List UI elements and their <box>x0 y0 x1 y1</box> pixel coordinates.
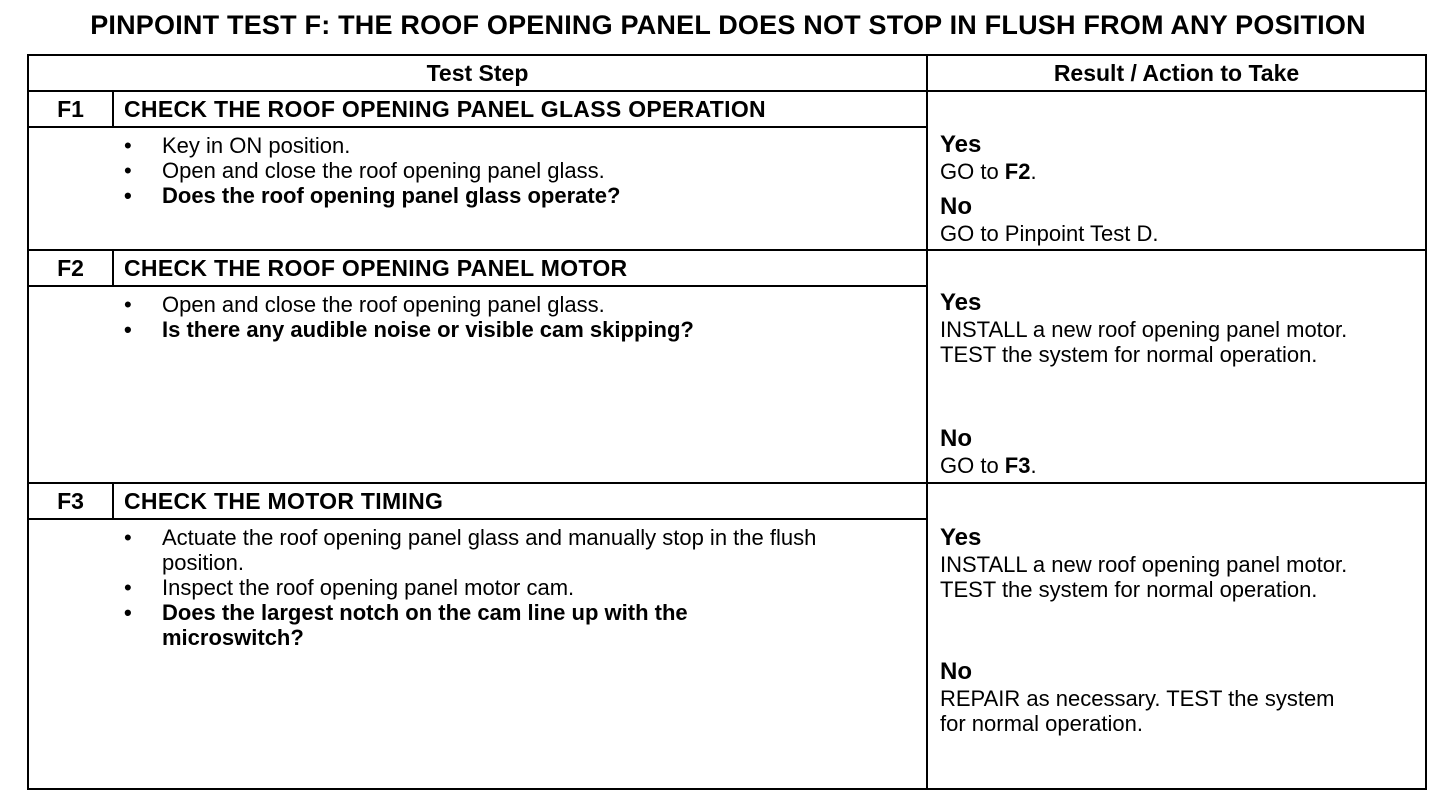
step-question: • Does the roof opening panel glass operate? <box>124 183 621 208</box>
step-question: • Is there any audible noise or visible cam skipping? <box>124 317 694 342</box>
step-id: F1 <box>57 96 84 122</box>
step-id: F2 <box>57 255 84 281</box>
no-action: for normal operation. <box>940 711 1143 736</box>
yes-action: TEST the system for normal operation. <box>940 342 1318 367</box>
step-result <box>940 658 1420 736</box>
result-action-header: Result / Action to Take <box>1053 60 1300 86</box>
bullet-icon: • <box>124 317 132 342</box>
list-item: • Key in ON position. <box>124 133 351 158</box>
bullet-icon: • <box>124 183 132 208</box>
yes-action: TEST the system for normal operation. <box>940 577 1318 602</box>
step-link: F2 <box>1004 159 1031 184</box>
f1-id-divider <box>112 90 114 126</box>
no-label: No <box>940 193 972 220</box>
step-instructions <box>124 292 904 342</box>
f3-title-divider <box>29 518 926 520</box>
f3-id-divider <box>112 482 114 518</box>
step-result <box>940 425 1420 478</box>
no-label: No <box>940 658 972 685</box>
test-step-header: Test Step <box>426 60 529 86</box>
step-title: CHECK THE ROOF OPENING PANEL GLASS OPERATION <box>124 96 766 122</box>
step-instructions <box>124 133 904 208</box>
yes-action: INSTALL a new roof opening panel motor. <box>940 552 1348 577</box>
step-instructions <box>124 525 904 650</box>
step-question: • Does the largest notch on the cam line up with the microswitch? <box>124 600 688 650</box>
yes-label: Yes <box>940 131 982 158</box>
no-label: No <box>940 425 972 452</box>
yes-label: Yes <box>940 289 982 316</box>
f2-row-divider <box>29 482 1425 484</box>
column-divider <box>926 56 928 790</box>
bullet-icon: • <box>124 158 132 183</box>
yes-action: INSTALL a new roof opening panel motor. <box>940 317 1348 342</box>
header-divider <box>29 90 1425 92</box>
list-item: • Open and close the roof opening panel glass. <box>124 158 605 183</box>
step-id: F3 <box>57 488 84 514</box>
no-action: GO to F3. <box>940 453 1037 478</box>
bullet-icon: • <box>124 600 132 625</box>
step-result <box>940 524 1420 602</box>
f1-title-divider <box>29 126 926 128</box>
yes-action: GO to F2. <box>940 159 1037 184</box>
step-title: CHECK THE MOTOR TIMING <box>124 488 444 514</box>
yes-label: Yes <box>940 524 982 551</box>
f2-id-divider <box>112 249 114 285</box>
no-action: REPAIR as necessary. TEST the system <box>940 686 1335 711</box>
list-item: • Inspect the roof opening panel motor cam. <box>124 575 575 600</box>
step-result <box>940 131 1420 246</box>
list-item: • Open and close the roof opening panel glass. <box>124 292 605 317</box>
step-result <box>940 289 1420 367</box>
bullet-icon: • <box>124 525 132 550</box>
list-item: • Actuate the roof opening panel glass and manually stop in the flush position. <box>124 525 817 575</box>
page-title: PINPOINT TEST F: THE ROOF OPENING PANEL DOES NOT STOP IN FLUSH FROM ANY POSITION <box>90 10 1366 40</box>
step-link: F3 <box>1004 453 1031 478</box>
step-title: CHECK THE ROOF OPENING PANEL MOTOR <box>124 255 628 281</box>
pinpoint-test-table <box>27 54 1427 790</box>
f2-title-divider <box>29 285 926 287</box>
bullet-icon: • <box>124 292 132 317</box>
bullet-icon: • <box>124 575 132 600</box>
bullet-icon: • <box>124 133 132 158</box>
f1-row-divider <box>29 249 1425 251</box>
no-action: GO to Pinpoint Test D. <box>940 221 1159 246</box>
